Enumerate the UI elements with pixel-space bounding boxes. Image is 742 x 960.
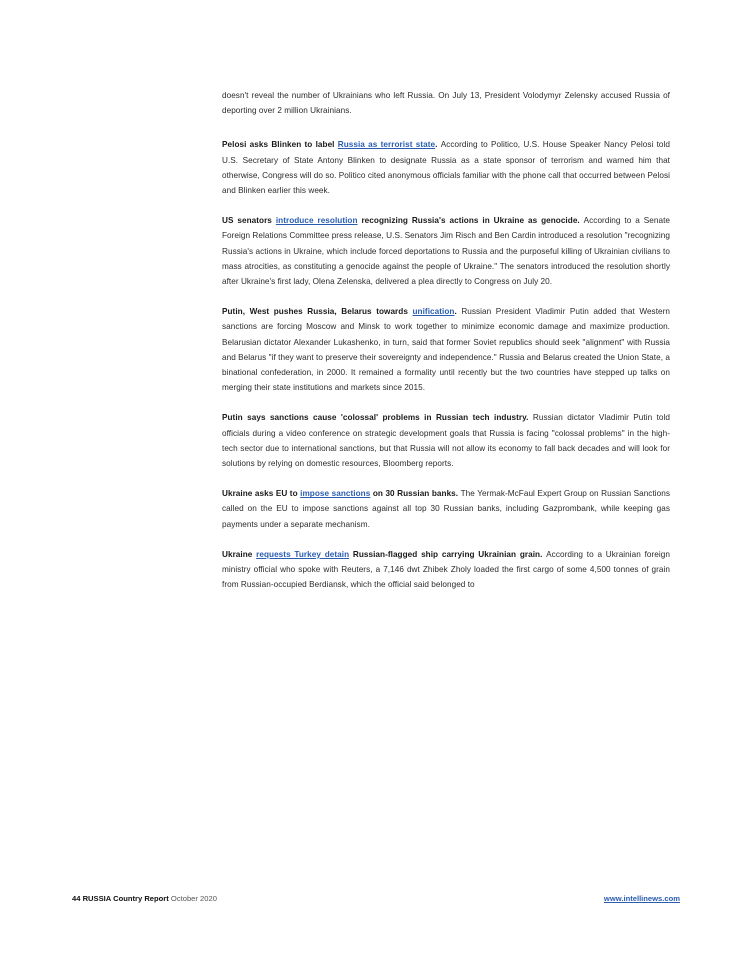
- paragraph-lead-in: Putin says sanctions cause 'colossal' problems in Russian tech industry: [222, 413, 527, 423]
- paragraph-lead-in: .: [526, 413, 533, 423]
- paragraph-lead-in: .: [577, 216, 584, 226]
- paragraph-lead-in: Putin, West pushes Russia, Belarus towards: [222, 307, 413, 317]
- paragraph-text: doesn't reveal the number of Ukrainians who left Russia. On July 13, President Volodymyr Zelensky accused Russia of deporting over 2 million Ukrainians.: [222, 91, 670, 116]
- paragraph-text: According to Politico, U.S. House Speaker Nancy Pelosi told U.S. Secretary of State Antony Blinken to designate Russia as a state sponsor of terrorism and warned him that otherwise, Congress will do so. Politico cited anonymous officials familiar with the phone call that occurred between Pelosi and Blinken earlier this week.: [222, 140, 670, 196]
- paragraph: [222, 88, 670, 118]
- paragraph: [222, 304, 670, 395]
- paragraph-lead-in: .: [540, 549, 547, 559]
- footer-title: RUSSIA Country Report: [82, 894, 169, 903]
- paragraph: [222, 137, 670, 198]
- inline-link[interactable]: impose sanctions: [300, 489, 371, 499]
- footer-url-link[interactable]: www.intellinews.com: [603, 894, 680, 903]
- paragraph-lead-in: Pelosi asks Blinken to label: [222, 140, 338, 150]
- page-footer: [72, 894, 680, 908]
- paragraph-lead-in: recognizing Russia's actions in Ukraine as genocide: [357, 216, 578, 226]
- paragraph-lead-in: .: [435, 140, 441, 150]
- inline-link[interactable]: requests Turkey detain: [256, 549, 350, 559]
- paragraph-lead-in: Ukraine: [222, 549, 257, 559]
- paragraph-text: Russian President Vladimir Putin added that Western sanctions are forcing Moscow and Minsk to work together to minimize economic damage and maximize production. Belarusian dictator Alexander Lukashenko, in turn, said that former Soviet republics should seek "alignment" with Russia and Belarus "if they want to preserve their sovereignty and independence." Russia and Belarus created the Union State, a binational confederation, in 2000. It remained a formality until recently but the two countries have stepped up talks on merging their state institutions and markets since 2015.: [222, 307, 671, 393]
- paragraph-lead-in: Russian-flagged ship carrying Ukrainian grain: [349, 549, 541, 559]
- paragraph-lead-in: US senators: [222, 216, 276, 226]
- paragraph: [222, 213, 670, 289]
- paragraph-text: According to a Senate Foreign Relations Committee press release, U.S. Senators Jim Risch and Ben Cardin introduced a resolution "recognizing Russia's actions in Ukraine, which include forced deportations to Russia and the purposeful killing of Ukrainian civilians to mass atrocities, as constituting a genocide against the people of Ukraine." The senators introduced the resolution shortly after Ukraine's first lady, Olena Zelenska, delivered a plea directly to Congress on July 20.: [222, 216, 670, 287]
- footer-left: [72, 894, 217, 903]
- paragraph-lead-in: on 30 Russian banks: [370, 489, 456, 499]
- inline-link[interactable]: unification: [412, 307, 455, 317]
- footer-page-number: 44: [72, 894, 81, 903]
- inline-link[interactable]: introduce resolution: [275, 216, 358, 226]
- inline-link[interactable]: Russia as terrorist state: [337, 140, 436, 150]
- paragraph-lead-in: .: [454, 307, 462, 317]
- document-body: [222, 88, 670, 592]
- paragraph-lead-in: Ukraine asks EU to: [222, 489, 301, 499]
- paragraph-text: According to a Ukrainian foreign ministry official who spoke with Reuters, a 7,146 dwt Zhibek Zholy loaded the first cargo of some 4,500 tonnes of grain from Russian-occupied Berdiansk, which the official said belonged to: [222, 549, 670, 590]
- paragraph-lead-in: .: [455, 489, 461, 499]
- paragraph-text: Russian dictator Vladimir Putin told officials during a video conference on strategic development goals that Russia is facing "colossal problems" in the high-tech sector due to international sanctions, but that Russia will not allow its economy to fall back decades and will look for solutions by relying on domestic resources, Bloomberg reports.: [222, 413, 670, 469]
- paragraph: [222, 410, 670, 471]
- paragraph-text: The Yermak-McFaul Expert Group on Russian Sanctions called on the EU to impose sanctions against all top 30 Russian banks, including Gazprombank, while keeping gas payments under a separate mechanism.: [222, 489, 670, 529]
- paragraph: [222, 547, 670, 593]
- paragraph: [222, 486, 670, 532]
- footer-date: October 2020: [170, 894, 217, 903]
